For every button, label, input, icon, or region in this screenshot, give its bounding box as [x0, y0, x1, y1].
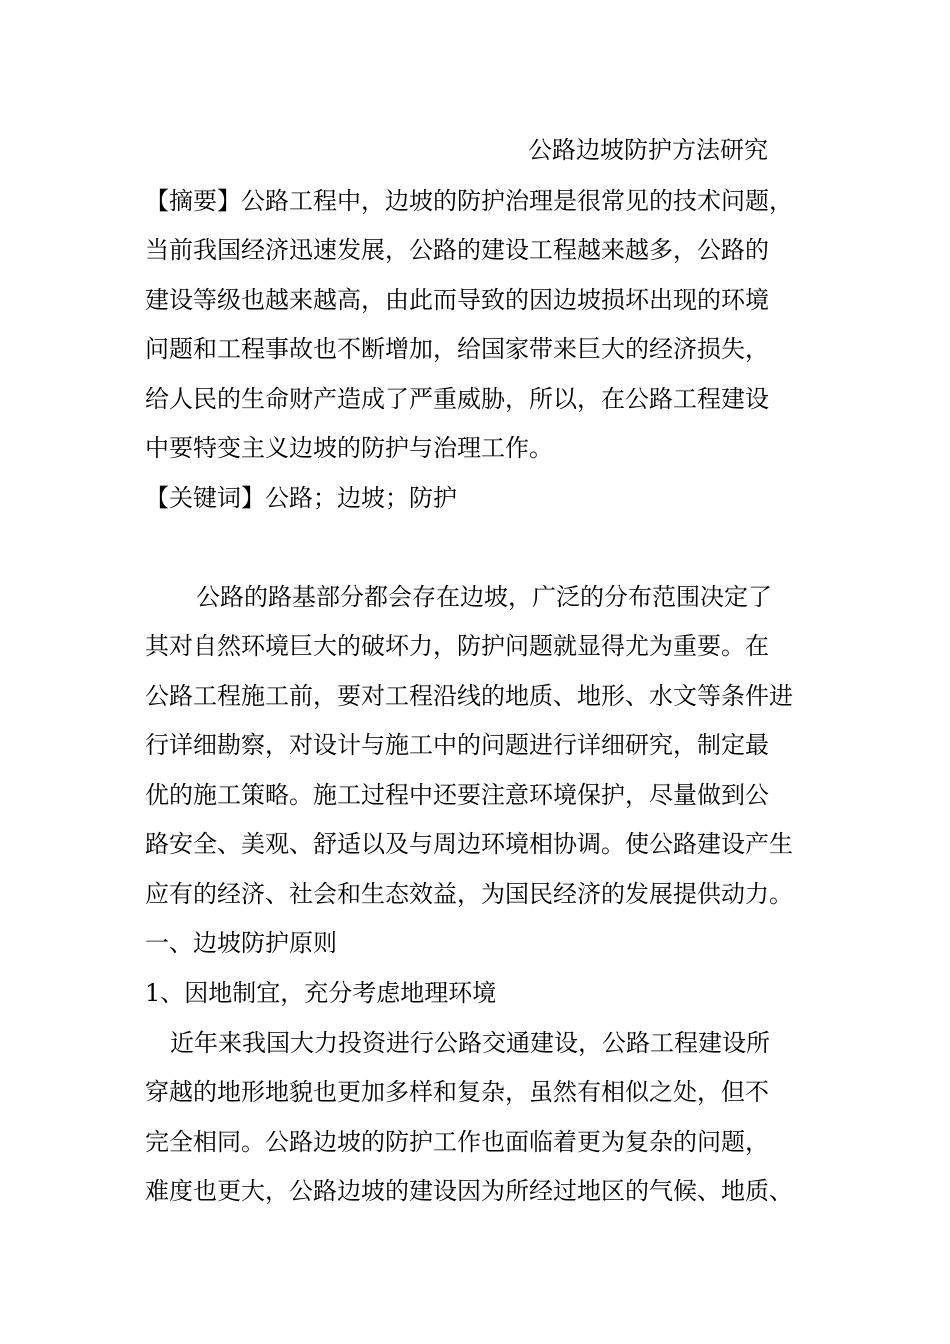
body-line: 近年来我国大力投资进行公路交通建设，公路工程建设所	[170, 1029, 770, 1057]
keywords-line: 【关键词】公路；边坡；防护	[145, 484, 457, 512]
intro-line: 应有的经济、社会和生态效益，为国民经济的发展提供动力。	[145, 880, 793, 908]
body-line: 难度也更大，公路边坡的建设因为所经过地区的气候、地质、	[145, 1177, 793, 1205]
intro-line: 路安全、美观、舒适以及与周边环境相协调。使公路建设产生	[145, 830, 793, 858]
abstract-line: 建设等级也越来越高，由此而导致的因边坡损坏出现的环境	[145, 286, 769, 314]
intro-line: 其对自然环境巨大的破坏力，防护问题就显得尤为重要。在	[145, 632, 769, 660]
document-title: 公路边坡防护方法研究	[528, 136, 768, 164]
abstract-line: 中要特变主义边坡的防护与治理工作。	[145, 434, 553, 462]
section-heading: 一、边坡防护原则	[145, 929, 337, 957]
subsection-heading: 1、因地制宜，充分考虑地理环境	[145, 979, 497, 1007]
abstract-line: 当前我国经济迅速发展，公路的建设工程越来越多，公路的	[145, 236, 769, 264]
intro-line: 公路的路基部分都会存在边坡，广泛的分布范围决定了	[196, 583, 772, 611]
body-line: 完全相同。公路边坡的防护工作也面临着更为复杂的问题，	[145, 1128, 769, 1156]
intro-line: 公路工程施工前，要对工程沿线的地质、地形、水文等条件进	[145, 682, 793, 710]
body-line: 穿越的地形地貌也更加多样和复杂，虽然有相似之处，但不	[145, 1078, 769, 1106]
intro-line: 优的施工策略。施工过程中还要注意环境保护，尽量做到公	[145, 781, 769, 809]
intro-line: 行详细勘察，对设计与施工中的问题进行详细研究，制定最	[145, 731, 769, 759]
abstract-line: 【摘要】公路工程中，边坡的防护治理是很常见的技术问题，	[145, 187, 793, 215]
abstract-line: 给人民的生命财产造成了严重威胁，所以，在公路工程建设	[145, 385, 769, 413]
abstract-line: 问题和工程事故也不断增加，给国家带来巨大的经济损失，	[145, 335, 769, 363]
